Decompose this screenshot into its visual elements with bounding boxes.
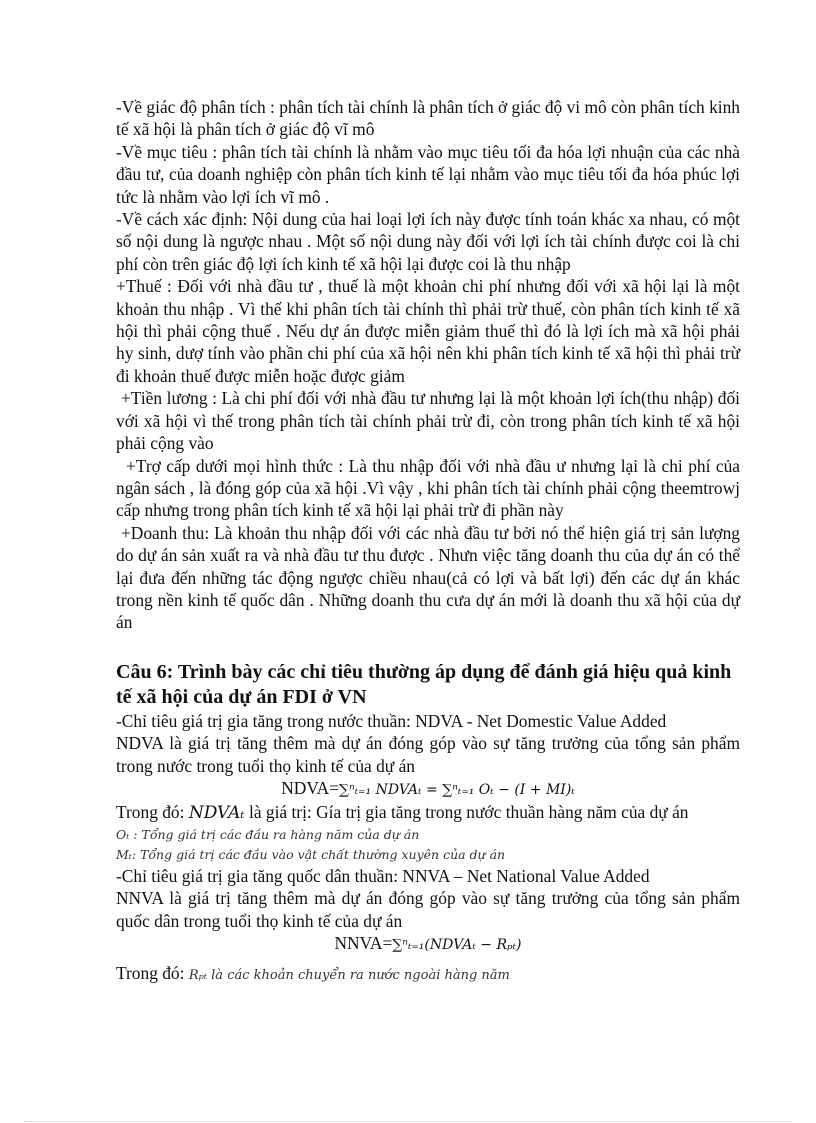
nnva-where-text: Rₚₜ là các khoản chuyển ra nước ngoài hàng năm (188, 968, 510, 984)
nnva-formula-lhs: NNVA= (334, 933, 393, 953)
ndva-where (116, 801, 740, 824)
ndva-where-label: Trong đó: (116, 802, 185, 823)
nnva-formula (116, 932, 740, 956)
ndva-where-text: là giá trị: Gía trị gia tăng trong nước thuần hàng năm của dự án (244, 802, 689, 823)
page-bottom-divider (24, 1121, 792, 1122)
ndva-definition: NDVA là giá trị tăng thêm mà dự án đóng góp vào sự tăng trưởng của tổng sản phẩm trong nước trong tuổi thọ kinh tế của dự án (116, 733, 740, 776)
paragraph-determination: -Về cách xác định: Nội dung của hai loại lợi ích này được tính toán khác xa nhau, có một số nội dung là ngược nhau . Một số nội dung này đối với lợi ích tài chính được coi là chi phí còn trên giác độ lợi ích kinh tế xã hội lại được coi là thu nhập (116, 209, 740, 274)
nnva-formula-rhs: ∑ⁿₜ₌₁(NDVAₜ − Rₚₜ) (392, 937, 522, 953)
ndva-formula (116, 777, 740, 801)
ndva-where-symbol: NDVAₜ (188, 803, 245, 824)
paragraph-objective: -Về mục tiêu : phân tích tài chính là nhằm vào mục tiêu tối đa hóa lợi nhuận của các nhà đầu tư, của doanh nghiệp còn phân tích kinh tế lại nhằm vào mục tiêu tối đa hóa phúc lợi tức là nhằm vào lợi ích vĩ mô . (116, 141, 740, 207)
paragraph-wages: +Tiền lương : Là chi phí đối với nhà đầu tư nhưng lại là một khoản lợi ích(thu nhập) đối với xã hội vì thế trong phân tích tài chính phải trừ đi, còn trong phân tích kinh tế xã hội phải cộng vào (116, 388, 740, 454)
nnva-where-label: Trong đó: (116, 963, 185, 984)
paragraph-tax: +Thuế : Đối với nhà đầu tư , thuế là một khoản chi phí nhưng đối với xã hội lại là một khoản thu nhập . Vì thế khi phân tích tài chính thì phải trừ thuế, còn phân tích kinh tế xã hội thì phải cộng thuế . Nếu dự án được miễn giảm thuế thì đó là lợi ích mà xã hội phải hy sinh, dượ tính vào phần chi phí của xã hội nên khi phân tích kinh tế xã hội thì phải trừ đi khoản thuế được miễn hoặc được giảm (116, 276, 740, 386)
ndva-note-inputs: Mₜ: Tổng giá trị các đầu vào vật chất thường xuyên của dự án (116, 846, 506, 862)
nnva-intro: -Chỉ tiêu giá trị gia tăng quốc dân thuần: NNVA – Net National Value Added (116, 865, 650, 886)
paragraph-subsidies: +Trợ cấp dưới mọi hình thức : Là thu nhập đối với nhà đầu ư nhưng lại là chi phí của ngân sách , là đóng góp của xã hội .Vì vậy , khi phân tích tài chính phải cộng theemtrowj cấp nhưng trong phân tích kinh tế xã hội lại phải trừ đi phần này (116, 455, 740, 521)
section-heading: Câu 6: Trình bày các chỉ tiêu thường áp dụng để đánh giá hiệu quả kinh tế xã hội của dự án FDI ở VN (116, 660, 732, 708)
ndva-formula-rhs: ∑ⁿₜ₌₁ NDVAₜ = ∑ⁿₜ₌₁ Oₜ − (I + MI)ₜ (339, 781, 575, 798)
nnva-definition: NNVA là giá trị tăng thêm mà dự án đóng góp vào sự tăng trưởng của tổng sản phẩm quốc dân trong tuổi thọ kinh tế của dự án (116, 888, 740, 931)
paragraph-revenue: +Doanh thu: Là khoản thu nhập đối với các nhà đầu tư bởi nó thể hiện giá trị sản lượng do dự án sản xuất ra và nhà đầu tư thu được . Nhưn việc tăng doanh thu của dự án có thể lại đưa đến những tác động ngược chiều nhau(cả có lợi và bất lợi) đến các dự án khác trong nền kinh tế quốc dân . Những doanh thu cưa dự án mới là doanh thu xã hội của dự án (116, 522, 740, 633)
paragraph-analysis-perspective: -Về giác độ phân tích : phân tích tài chính là phân tích ở giác độ vi mô còn phân tích kinh tế xã hội là phân tích ở giác độ vĩ mô (116, 97, 740, 140)
ndva-intro: -Chỉ tiêu giá trị gia tăng trong nước thuần: NDVA - Net Domestic Value Added (116, 710, 667, 731)
ndva-formula-lhs: NDVA= (281, 777, 340, 798)
document-page (116, 96, 740, 988)
nnva-where (116, 962, 740, 987)
ndva-note-outputs: Oₜ : Tổng giá trị các đầu ra hàng năm của dự án (116, 826, 420, 842)
